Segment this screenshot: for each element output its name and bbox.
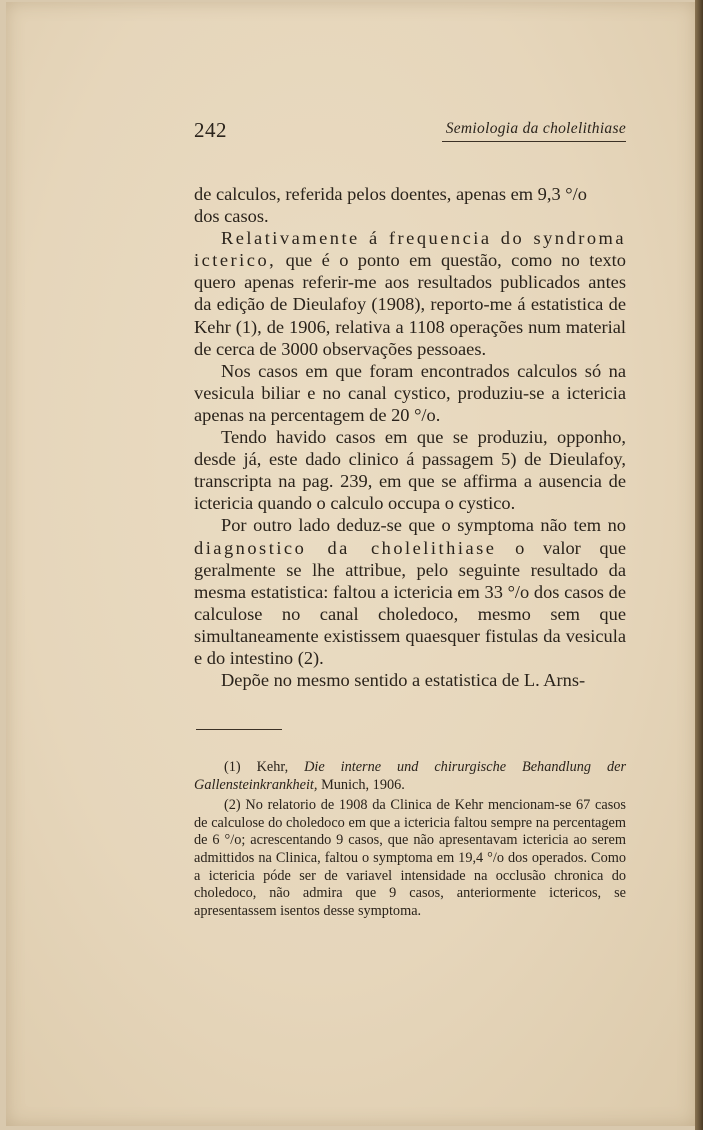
header-rule [442,141,626,142]
paragraph-2-spaced: Relativamente á frequencia do syndroma icterico, [194,228,626,271]
footnote-rule [196,729,282,730]
book-page [6,2,696,1126]
body-text [194,183,626,691]
paragraph-1-line-1: de calculos, referida pelos doentes, apenas em 9,3 °/o [194,184,587,204]
paragraph-5 [194,514,626,669]
footnotes [194,759,626,920]
paragraph-2 [194,227,626,360]
paragraph-4: Tendo havido casos em que se produziu, opponho, desde já, este dado clinico á passagem 5) de Dieulafoy, transcripta na pag. 239, em que se affirma a ausencia de ictericia quando o calculo occupa o cystico. [194,427,626,514]
running-title: Semiologia da cholelithiase [445,120,626,137]
paragraph-5-spaced: diagnostico da cholelithiase [194,537,497,558]
footnote-2: (2) No relatorio de 1908 da Clinica de Kehr mencionam-se 67 casos de calculose do choledoco em que a ictericia faltou sempre na percentagem de 6 °/o; acrescentando 9 casos, que não apresentavam ictericia ao serem admittidos na Clinica, faltou o symptoma em 19,4 °/o dos operados. Como a ictericia póde ser de variavel intensidade na occlusão chronica do choledoco, não admira que 9 casos, anteriormente ictericos, se apresentassem isentos desse symptoma. [194,797,626,919]
footnote-1 [194,759,626,794]
footnote-1-suffix: Munich, 1906. [321,776,405,793]
paragraph-5-text-b: o valor que geralmente se lhe attribue, pelo seguinte resultado da mesma estatistica: faltou a ictericia em 33 °/o dos casos de calculose no canal choledoco, mesmo sem que simultaneamente existissem quaesquer fistulas da vesicula e do intestino (2). [194,537,626,668]
page-number: 242 [194,118,227,142]
paragraph-2-text: que é o ponto em questão, como no texto quero apenas referir-me aos resultados publicados antes da edição de Dieulafoy (1908), reporto-me á estatistica de Kehr (1), de 1906, relativa a 1108 operações num material de cerca de 3000 observações pessoaes. [194,250,626,359]
footnote-1-prefix: (1) Kehr, [224,759,289,775]
paragraph-1 [194,183,626,227]
paragraph-6: Depõe no mesmo sentido a estatistica de L. Arns- [221,670,586,691]
paragraph-3: Nos casos em que foram encontrados calculos só na vesicula biliar e no canal cystico, produziu-se a ictericia apenas na percentagem de 20 °/o. [194,360,626,425]
paragraph-5-text-a: Por outro lado deduz-se que o symptoma não tem no [221,515,626,536]
footnote-1-title: Die interne und chirurgische Behandlung der Gallensteinkrankheit, [194,759,627,793]
paragraph-1-line-2: dos casos. [194,206,269,227]
page-header [194,118,626,142]
book-edge [695,0,703,1130]
